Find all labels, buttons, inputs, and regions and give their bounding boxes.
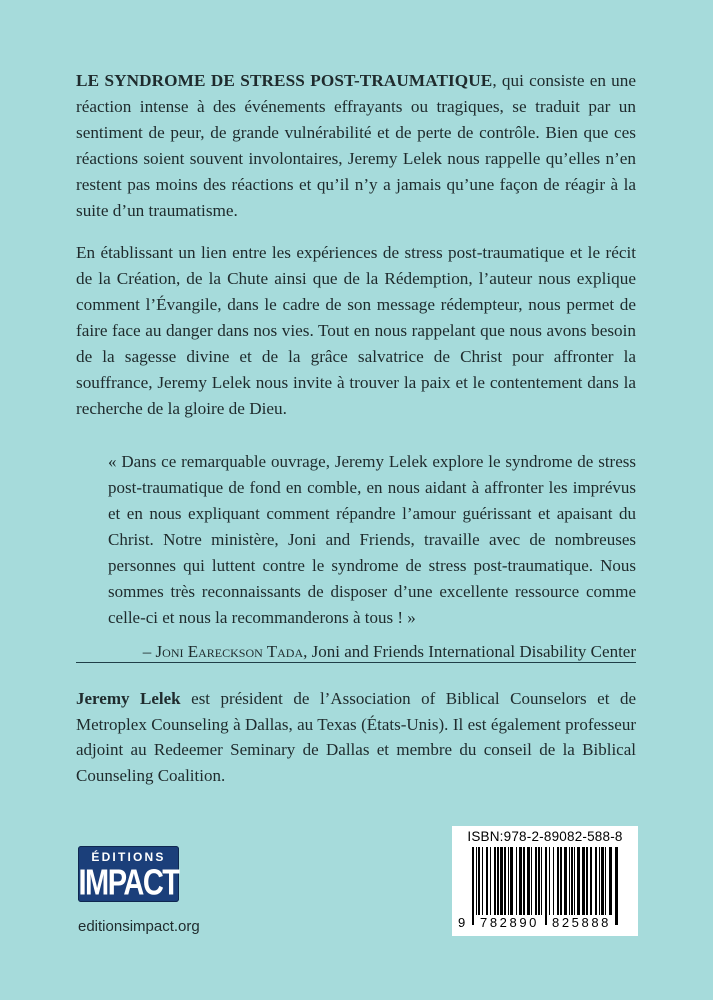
publisher-website[interactable]: editionsimpact.org (78, 918, 200, 935)
section-divider (76, 662, 636, 663)
barcode-bar (541, 847, 542, 915)
description-paragraph-1 (76, 68, 636, 224)
barcode-digit-first: 9 (458, 915, 466, 930)
attribution-dash: – (142, 642, 156, 661)
endorsement-quote: « Dans ce remarquable ouvrage, Jeremy Lelek explore le syndrome de stress post-traumatique de fond en comble, en nous aidant à affronter les imprévus et en nous expliquant comment répandre l’amour guérissant et apaisant du Christ. Notre ministère, Joni and Friends, travaille avec de nombreuses personnes qui luttent contre le syndrome de stress post-traumatique. Nous sommes très reconnaissants de disposer d’une excellente ressource comme celle-ci et nous la recommanderons à tous ! » (108, 452, 636, 627)
barcode-bar (486, 847, 488, 915)
barcode-bar (510, 847, 513, 915)
barcode-bar (615, 847, 618, 925)
barcode-bar (564, 847, 567, 915)
barcode-bar (574, 847, 575, 915)
barcode-bar (538, 847, 540, 915)
barcode-bar (595, 847, 597, 915)
barcode-bar (569, 847, 570, 915)
barcode-bar (490, 847, 491, 915)
isbn-label: ISBN:978-2-89082-588-8 (467, 829, 623, 844)
barcode-bar (472, 847, 474, 925)
barcode-bar (577, 847, 580, 915)
barcode-bar (582, 847, 585, 915)
barcode-bars (472, 847, 622, 925)
barcode-bar (478, 847, 480, 915)
barcode-bar (504, 847, 506, 915)
barcode-bar (549, 847, 550, 915)
back-cover-text (76, 68, 636, 665)
barcode-bar (508, 847, 509, 915)
barcode-bar (571, 847, 573, 915)
barcode-bar (476, 847, 477, 915)
endorser-name: Joni Eareckson Tada (155, 642, 304, 661)
barcode-bar (527, 847, 530, 915)
barcode-bar (516, 847, 517, 915)
barcode-bar (553, 847, 554, 915)
description-text-1: , qui consiste en une réaction intense à des événements effrayants ou tragiques, se traduit par un sentiment de peur, de grande vulnérabilité et de perte de contrôle. Bien que ces réactions soient souvent involontaires, Jeremy Lelek nous rappelle qu’elles n’en restent pas moins des réactions et qu’il n’y a jamais qu’une façon de réagir à la suite d’un traumatisme. (76, 71, 636, 220)
barcode-bar (531, 847, 532, 915)
barcode-bar (482, 847, 483, 915)
author-bio (76, 686, 636, 788)
barcode-bar (586, 847, 588, 915)
barcode-bar (494, 847, 496, 915)
isbn-barcode (452, 826, 638, 936)
barcode-bar (500, 847, 503, 915)
barcode-bar (601, 847, 604, 915)
barcode-bar (560, 847, 562, 915)
barcode-digits-right: 825888 (552, 915, 611, 930)
description-paragraph-2: En établissant un lien entre les expériences de stress post-traumatique et le récit de la Création, de la Chute ainsi que de la Rédemption, l’auteur nous explique comment l’Évangile, dans le cadre de son message rédempteur, nous permet de faire face au danger dans nos vies. Tout en nous rappelant que nous avons besoin de la sagesse divine et de la grâce salvatrice de Christ pour affronter la souffrance, Jeremy Lelek nous invite à trouver la paix et le contentement dans la recherche de la gloire de Dieu. (76, 243, 636, 418)
barcode-bar (609, 847, 612, 915)
barcode-bar (535, 847, 537, 915)
author-name: Jeremy Lelek (76, 689, 181, 708)
barcode-bar (497, 847, 499, 915)
barcode-bar (523, 847, 525, 915)
publisher-logo (78, 846, 179, 902)
barcode-digits-left: 782890 (480, 915, 539, 930)
barcode-bar (599, 847, 600, 915)
barcode-bar (605, 847, 606, 915)
publisher-logo-top: ÉDITIONS (91, 850, 166, 864)
endorser-organization: , Joni and Friends International Disability Center (303, 642, 636, 661)
barcode-bar (557, 847, 559, 915)
barcode-bar (590, 847, 592, 915)
author-bio-text: est président de l’Association of Biblical Counselors et de Metroplex Counseling à Dallas, au Texas (États-Unis). Il est également professeur adjoint au Redeemer Seminary de Dallas et membre du conseil de la Biblical Counseling Coalition. (76, 689, 636, 785)
publisher-logo-bottom: IMPACT (78, 863, 179, 903)
lead-title: LE SYNDROME DE STRESS POST-TRAUMATIQUE (76, 71, 493, 90)
barcode-bar (519, 847, 522, 915)
barcode-bar (545, 847, 547, 925)
